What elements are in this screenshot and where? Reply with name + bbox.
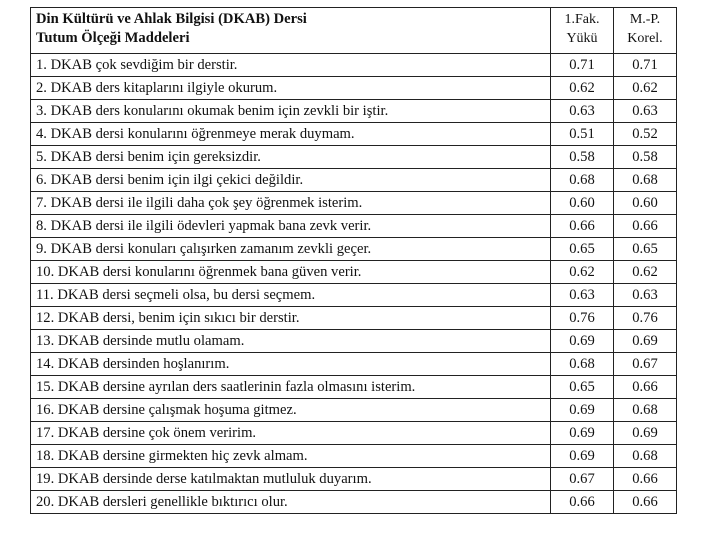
factor-load-cell: 0.68	[551, 169, 614, 192]
factor-load-cell: 0.69	[551, 399, 614, 422]
factor-load-cell: 0.65	[551, 376, 614, 399]
item-text-cell: 6. DKAB dersi benim için ilgi çekici değildir.	[31, 169, 551, 192]
correlation-cell: 0.60	[614, 192, 677, 215]
factor-load-cell: 0.69	[551, 330, 614, 353]
item-text-cell: 5. DKAB dersi benim için gereksizdir.	[31, 146, 551, 169]
table-row	[31, 445, 677, 468]
table-row	[31, 54, 677, 77]
factor-load-cell: 0.65	[551, 238, 614, 261]
factor-load-cell: 0.63	[551, 284, 614, 307]
factor-load-cell: 0.71	[551, 54, 614, 77]
table-row	[31, 146, 677, 169]
factor-load-header-line-1: 1.Fak.	[564, 12, 600, 27]
item-text-cell: 10. DKAB dersi konularını öğrenmek bana güven verir.	[31, 261, 551, 284]
correlation-cell: 0.62	[614, 261, 677, 284]
table-row	[31, 123, 677, 146]
correlation-cell: 0.68	[614, 399, 677, 422]
correlation-cell: 0.66	[614, 491, 677, 514]
table-row	[31, 169, 677, 192]
table-row	[31, 422, 677, 445]
correlation-cell: 0.68	[614, 445, 677, 468]
correlation-cell: 0.63	[614, 284, 677, 307]
correlation-cell: 0.62	[614, 77, 677, 100]
item-text-cell: 11. DKAB dersi seçmeli olsa, bu dersi seçmem.	[31, 284, 551, 307]
item-text-cell: 15. DKAB dersine ayrılan ders saatlerinin fazla olmasını isterim.	[31, 376, 551, 399]
scale-items-table-scan	[30, 7, 676, 514]
correlation-cell: 0.66	[614, 215, 677, 238]
item-text-cell: 17. DKAB dersine çok önem veririm.	[31, 422, 551, 445]
correlation-cell: 0.52	[614, 123, 677, 146]
factor-load-column-header	[551, 8, 614, 54]
item-text-cell: 2. DKAB ders kitaplarını ilgiyle okurum.	[31, 77, 551, 100]
table-row	[31, 192, 677, 215]
item-text-cell: 12. DKAB dersi, benim için sıkıcı bir derstir.	[31, 307, 551, 330]
correlation-cell: 0.66	[614, 376, 677, 399]
table-row	[31, 238, 677, 261]
correlation-header-line-1: M.-P.	[629, 12, 661, 27]
factor-load-cell: 0.66	[551, 215, 614, 238]
item-text-cell: 4. DKAB dersi konularını öğrenmeye merak duymam.	[31, 123, 551, 146]
factor-load-cell: 0.62	[551, 77, 614, 100]
correlation-cell: 0.76	[614, 307, 677, 330]
item-text-cell: 9. DKAB dersi konuları çalışırken zamanım zevkli geçer.	[31, 238, 551, 261]
item-text-cell: 8. DKAB dersi ile ilgili ödevleri yapmak bana zevk verir.	[31, 215, 551, 238]
table-row	[31, 468, 677, 491]
item-text-cell: 18. DKAB dersine girmekten hiç zevk almam.	[31, 445, 551, 468]
correlation-cell: 0.71	[614, 54, 677, 77]
correlation-cell: 0.68	[614, 169, 677, 192]
table-row	[31, 353, 677, 376]
factor-load-cell: 0.51	[551, 123, 614, 146]
correlation-cell: 0.67	[614, 353, 677, 376]
item-text-cell: 20. DKAB dersleri genellikle bıktırıcı olur.	[31, 491, 551, 514]
table-row	[31, 376, 677, 399]
factor-load-header-line-2: Yükü	[566, 31, 598, 46]
correlation-cell: 0.65	[614, 238, 677, 261]
item-text-cell: 7. DKAB dersi ile ilgili daha çok şey öğrenmek isterim.	[31, 192, 551, 215]
factor-load-cell: 0.62	[551, 261, 614, 284]
table-row	[31, 491, 677, 514]
table-header-row	[31, 8, 677, 54]
item-text-cell: 1. DKAB çok sevdiğim bir derstir.	[31, 54, 551, 77]
factor-load-cell: 0.69	[551, 445, 614, 468]
factor-load-cell: 0.68	[551, 353, 614, 376]
table-row	[31, 307, 677, 330]
item-text-cell: 3. DKAB ders konularını okumak benim için zevkli bir iştir.	[31, 100, 551, 123]
table-row	[31, 330, 677, 353]
item-text-cell: 16. DKAB dersine çalışmak hoşuma gitmez.	[31, 399, 551, 422]
correlation-cell: 0.69	[614, 330, 677, 353]
correlation-cell: 0.63	[614, 100, 677, 123]
factor-load-cell: 0.69	[551, 422, 614, 445]
table-row	[31, 215, 677, 238]
factor-load-cell: 0.63	[551, 100, 614, 123]
factor-load-cell: 0.60	[551, 192, 614, 215]
factor-load-cell: 0.67	[551, 468, 614, 491]
table-row	[31, 284, 677, 307]
correlation-cell: 0.66	[614, 468, 677, 491]
table-title-line-1: Din Kültürü ve Ahlak Bilgisi (DKAB) Dersi	[36, 11, 307, 27]
correlation-column-header	[614, 8, 677, 54]
item-text-cell: 14. DKAB dersinden hoşlanırım.	[31, 353, 551, 376]
scale-items-table	[30, 7, 677, 514]
items-column-header	[31, 8, 551, 54]
table-row	[31, 77, 677, 100]
table-row	[31, 399, 677, 422]
correlation-header-line-2: Korel.	[627, 31, 663, 46]
correlation-cell: 0.69	[614, 422, 677, 445]
item-text-cell: 19. DKAB dersinde derse katılmaktan mutluluk duyarım.	[31, 468, 551, 491]
correlation-cell: 0.58	[614, 146, 677, 169]
table-row	[31, 100, 677, 123]
factor-load-cell: 0.76	[551, 307, 614, 330]
factor-load-cell: 0.66	[551, 491, 614, 514]
factor-load-cell: 0.58	[551, 146, 614, 169]
item-text-cell: 13. DKAB dersinde mutlu olamam.	[31, 330, 551, 353]
table-row	[31, 261, 677, 284]
table-title-line-2: Tutum Ölçeği Maddeleri	[36, 30, 190, 46]
